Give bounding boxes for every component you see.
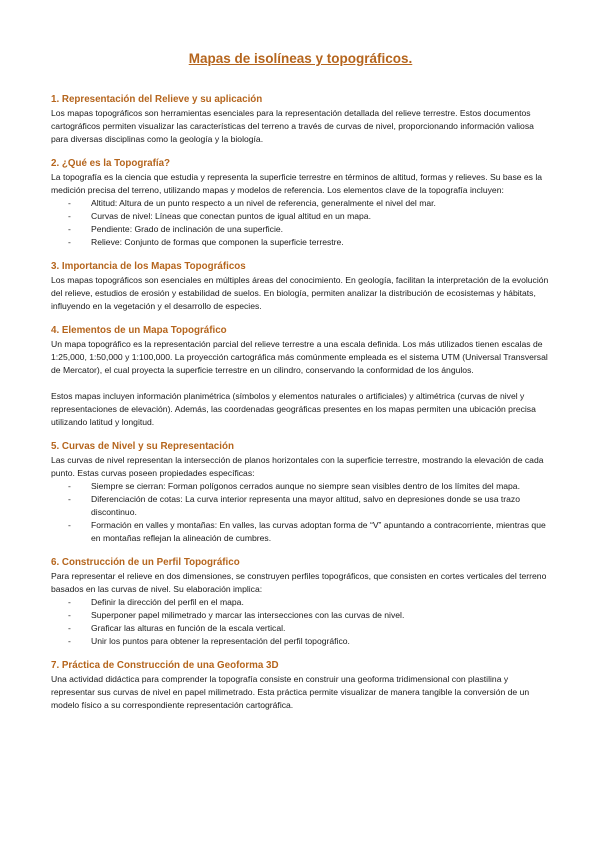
section-heading: 4. Elementos de un Mapa Topográfico: [51, 325, 227, 336]
section-4: [51, 324, 550, 429]
bullet-text: Superponer papel milimetrado y marcar las intersecciones con las curvas de nivel.: [91, 610, 405, 620]
bullet-text: Pendiente: Grado de inclinación de una superficie.: [91, 224, 284, 234]
section-paragraph: La topografía es la ciencia que estudia y representa la superficie terrestre en términos de altitud, formas y relieves. Su base es la medición precisa del terreno, utilizando mapas y modelos de referencia. Los elementos clave de la topografía incluyen:: [51, 172, 543, 195]
bullet-text: Siempre se cierran: Forman polígonos cerrados aunque no siempre sean visibles dentro de los límites del mapa.: [91, 481, 520, 491]
dash-bullet-icon: -: [68, 224, 71, 234]
bullet-text: Curvas de nivel: Líneas que conectan puntos de igual altitud en un mapa.: [91, 211, 371, 221]
bullet-item: [68, 609, 550, 622]
bullet-list: [51, 480, 550, 545]
bullet-item: [68, 519, 550, 545]
bullet-item: [68, 197, 550, 210]
section-2: [51, 157, 550, 249]
section-3: [51, 260, 550, 313]
bullet-item: [68, 210, 550, 223]
dash-bullet-icon: -: [68, 211, 71, 221]
bullet-item: [68, 236, 550, 249]
section-5: [51, 440, 550, 545]
dash-bullet-icon: -: [68, 610, 71, 620]
dash-bullet-icon: -: [68, 597, 71, 607]
bullet-text: Altitud: Altura de un punto respecto a un nivel de referencia, generalmente el nivel del mar.: [91, 198, 436, 208]
bullet-item: [68, 493, 550, 519]
section-heading: 6. Construcción de un Perfil Topográfico: [51, 557, 240, 568]
section-paragraph: Las curvas de nivel representan la intersección de planos horizontales con la superficie terrestre, mostrando la elevación de cada punto. Estas curvas poseen propiedades específicas:: [51, 455, 544, 478]
bullet-list: [51, 197, 550, 249]
bullet-item: [68, 622, 550, 635]
bullet-text: Unir los puntos para obtener la representación del perfil topográfico.: [91, 636, 350, 646]
bullet-item: [68, 635, 550, 648]
section-heading: 3. Importancia de los Mapas Topográficos: [51, 261, 246, 272]
dash-bullet-icon: -: [68, 481, 71, 491]
section-heading: 1. Representación del Relieve y su aplicación: [51, 94, 263, 105]
section-heading: 5. Curvas de Nivel y su Representación: [51, 441, 234, 452]
section-paragraph: Para representar el relieve en dos dimensiones, se construyen perfiles topográficos, que consisten en cortes verticales del terreno basados en las curvas de nivel. Su elaboración implica:: [51, 571, 547, 594]
section-7: [51, 659, 550, 712]
section-paragraph: Un mapa topográfico es la representación parcial del relieve terrestre a una escala definida. Los más utilizados tienen escalas de 1:25,000, 1:50,000 y 1:100,000. La proyección cartográfica más comúnmente empleada es el sistema UTM (Universal Transversal de Mercator), el cual proyecta la superficie terrestre en un cilindro, conservando la conformidad de los ángulos.: [51, 339, 548, 375]
section-heading: 2. ¿Qué es la Topografía?: [51, 158, 171, 169]
document-title: Mapas de isolíneas y topográficos.: [188, 51, 413, 66]
section-6: [51, 556, 550, 648]
dash-bullet-icon: -: [68, 636, 71, 646]
dash-bullet-icon: -: [68, 198, 71, 208]
bullet-item: [68, 223, 550, 236]
section-paragraph: Una actividad didáctica para comprender la topografía consiste en construir una geoforma tridimensional con plastilina y representar sus curvas de nivel en papel milimetrado. Esta práctica permite visualizar de manera tangible la conversión de un modelo físico a su correspondiente representación cartográfica.: [51, 674, 530, 710]
document-body: [51, 93, 550, 712]
bullet-text: Diferenciación de cotas: La curva interior representa una mayor altitud, salvo en depresiones donde se usa trazo discontinuo.: [91, 494, 520, 517]
section-paragraph: Los mapas topográficos son herramientas esenciales para la representación detallada del relieve terrestre. Estos documentos cartográficos permiten visualizar las características del terreno a través de curvas de nivel, proporcionando información valiosa para diversas disciplinas como la geología y la biología.: [51, 108, 534, 144]
bullet-text: Graficar las alturas en función de la escala vertical.: [91, 623, 286, 633]
section-heading: 7. Práctica de Construcción de una Geoforma 3D: [51, 660, 279, 671]
dash-bullet-icon: -: [68, 520, 71, 530]
section-paragraph: Los mapas topográficos son esenciales en múltiples áreas del conocimiento. En geología, facilitan la interpretación de la evolución del relieve, estudios de erosión y estabilidad de suelos. En biología, permiten analizar la distribución de ecosistemas y hábitats, influyendo en la vegetación y el desarrollo de especies.: [51, 275, 549, 311]
bullet-text: Formación en valles y montañas: En valles, las curvas adoptan forma de “V” apuntando a contracorriente, mientras que en montañas reflejan la alineación de cumbres.: [91, 520, 546, 543]
section-1: [51, 93, 550, 146]
bullet-text: Relieve: Conjunto de formas que componen la superficie terrestre.: [91, 237, 344, 247]
dash-bullet-icon: -: [68, 494, 71, 504]
dash-bullet-icon: -: [68, 237, 71, 247]
bullet-text: Definir la dirección del perfil en el mapa.: [91, 597, 244, 607]
bullet-item: [68, 480, 550, 493]
bullet-list: [51, 596, 550, 648]
section-paragraph: Estos mapas incluyen información planimétrica (símbolos y elementos naturales o artificiales) y altimétrica (curvas de nivel y representaciones de elevación). Además, las coordenadas geográficas presentes en los mapas permiten una ubicación precisa utilizando latitud y longitud.: [51, 391, 536, 427]
bullet-item: [68, 596, 550, 609]
dash-bullet-icon: -: [68, 623, 71, 633]
